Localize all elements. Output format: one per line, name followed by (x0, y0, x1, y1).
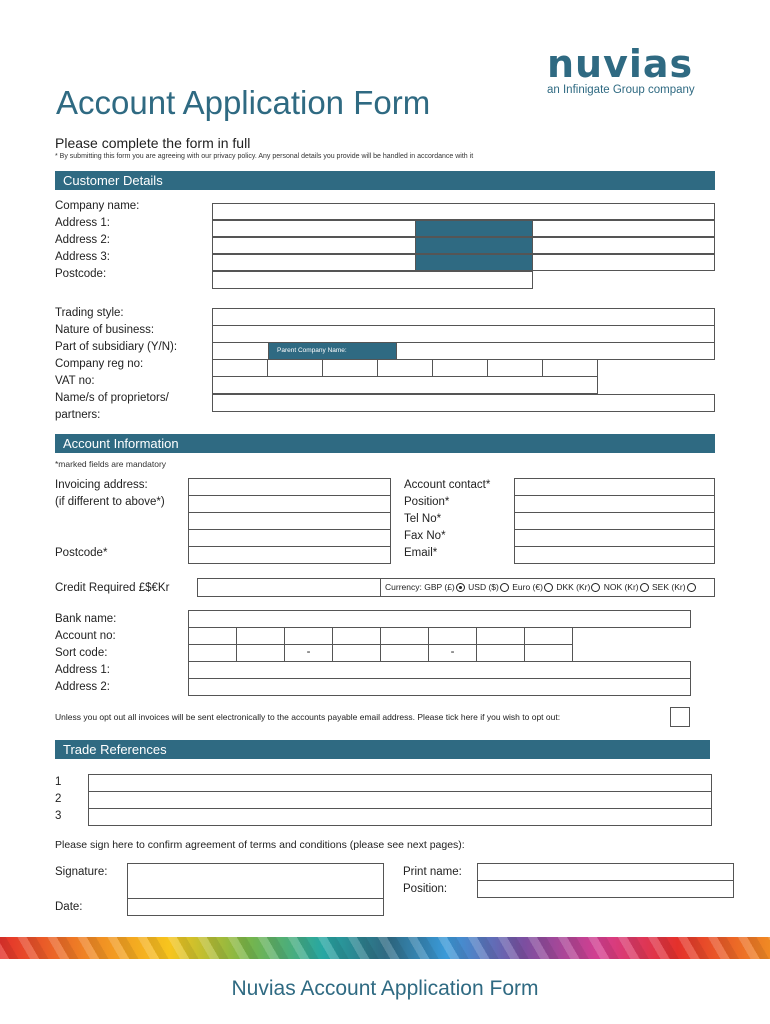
bank-address2-label: Address 2: (55, 681, 110, 693)
address2-field[interactable] (212, 237, 416, 254)
fax-label: Fax No* (404, 530, 446, 542)
reg-no-cell-4[interactable] (377, 359, 433, 377)
account-no-cell-4[interactable] (332, 627, 381, 645)
position-label: Position* (404, 496, 450, 508)
bank-name-field[interactable] (188, 610, 691, 628)
postcode-field[interactable] (212, 271, 533, 289)
vat-field[interactable] (212, 376, 598, 394)
sort-code-label: Sort code: (55, 647, 108, 659)
page-title: Account Application Form (56, 84, 431, 121)
parent-company-field[interactable] (396, 342, 715, 360)
signature-label: Signature: (55, 866, 108, 878)
account-no-label: Account no: (55, 630, 116, 642)
privacy-disclaimer: * By submitting this form you are agreeing with our privacy policy. Any personal details you provide will be handled in accordance with it (55, 153, 474, 160)
account-no-cell-5[interactable] (380, 627, 429, 645)
footer-title: Nuvias Account Application Form (231, 977, 539, 1000)
account-no-cell-3[interactable] (284, 627, 333, 645)
address1-label: Address 1: (55, 217, 110, 229)
email-label: Email* (404, 547, 438, 559)
nature-of-business-field[interactable] (212, 325, 715, 343)
trade-reference-field-1[interactable] (88, 774, 712, 792)
invoicing-address-label: Invoicing address: (55, 479, 148, 491)
radio-nok[interactable] (640, 583, 649, 592)
account-no-cell-6[interactable] (428, 627, 477, 645)
company-reg-label: Company reg no: (55, 358, 144, 370)
address1-shaded-cell (415, 220, 533, 237)
sort-code-cell-5[interactable] (476, 644, 525, 662)
if-different-label: (if different to above*) (55, 496, 165, 508)
proprietors-field[interactable] (212, 394, 715, 412)
subsidiary-label: Part of subsidiary (Y/N): (55, 341, 178, 353)
logo-tagline: an Infinigate Group company (547, 84, 695, 96)
sort-code-dash-1: - (284, 644, 333, 662)
reference-number-1: 1 (55, 776, 62, 788)
credit-required-field[interactable] (197, 578, 381, 597)
account-info-heading: Account Information (55, 434, 715, 453)
email-field[interactable] (514, 546, 715, 564)
account-no-cell-8[interactable] (524, 627, 573, 645)
currency-dkk[interactable]: DKK (Kr) (556, 582, 601, 592)
currency-usd[interactable]: USD ($) (468, 582, 510, 592)
position-field[interactable] (514, 495, 715, 513)
optout-text: Unless you opt out all invoices will be sent electronically to the accounts payable email address. Please tick here if you wish to opt out: (55, 712, 561, 722)
sign-position-label: Position: (403, 883, 448, 895)
currency-eur[interactable]: Euro (€) (512, 582, 554, 592)
sort-code-cell-1[interactable] (188, 644, 237, 662)
sign-note: Please sign here to confirm agreement of terms and conditions (please see next pages): (55, 839, 465, 851)
customer-details-heading: Customer Details (55, 171, 715, 190)
invoicing-address-field-1[interactable] (188, 478, 391, 496)
company-name-label: Company name: (55, 200, 140, 212)
address2-shaded-cell (415, 237, 533, 254)
bank-address2-field[interactable] (188, 678, 691, 696)
trade-references-heading: Trade References (55, 740, 710, 759)
sort-code-dash-2: - (428, 644, 477, 662)
vat-label: VAT no: (55, 375, 95, 387)
optout-checkbox[interactable] (670, 707, 690, 727)
reg-no-cell-7[interactable] (542, 359, 598, 377)
trade-reference-field-3[interactable] (88, 808, 712, 826)
radio-usd[interactable] (500, 583, 509, 592)
address2-extra-field[interactable] (532, 237, 715, 254)
reg-no-cell-1[interactable] (212, 359, 268, 377)
bank-name-label: Bank name: (55, 613, 117, 625)
mandatory-note: *marked fields are mandatory (55, 459, 167, 469)
invoice-postcode-label: Postcode* (55, 547, 108, 559)
address1-field[interactable] (212, 220, 416, 237)
parent-company-cell (268, 342, 397, 360)
tel-label: Tel No* (404, 513, 442, 525)
sort-code-cell-6[interactable] (524, 644, 573, 662)
currency-label: Currency: (385, 582, 422, 592)
currency-selector[interactable] (380, 578, 715, 597)
address3-label: Address 3: (55, 251, 110, 263)
sign-position-field[interactable] (477, 880, 734, 898)
account-contact-label: Account contact* (404, 479, 491, 491)
signature-field[interactable] (127, 863, 384, 899)
invoicing-address-field-3[interactable] (188, 512, 391, 530)
address3-extra-field[interactable] (532, 254, 715, 271)
reg-no-cell-6[interactable] (487, 359, 543, 377)
currency-nok[interactable]: NOK (Kr) (604, 582, 650, 592)
address3-shaded-cell (415, 254, 533, 271)
logo-wordmark: nuvias (547, 42, 694, 86)
invoice-postcode-field[interactable] (188, 546, 391, 564)
company-name-field[interactable] (212, 203, 715, 220)
nature-of-business-label: Nature of business: (55, 324, 155, 336)
sort-code-cell-2[interactable] (236, 644, 285, 662)
address2-label: Address 2: (55, 234, 110, 246)
radio-dkk[interactable] (591, 583, 600, 592)
postcode-label: Postcode: (55, 268, 107, 280)
sort-code-cell-4[interactable] (380, 644, 429, 662)
credit-required-label: Credit Required £$€Kr (55, 582, 170, 594)
proprietors-label: Name/s of proprietors/ (55, 392, 169, 404)
reference-number-3: 3 (55, 810, 62, 822)
reg-no-cell-5[interactable] (432, 359, 488, 377)
reg-no-cell-3[interactable] (322, 359, 378, 377)
date-label: Date: (55, 901, 83, 913)
print-name-field[interactable] (477, 863, 734, 881)
address1-extra-field[interactable] (532, 220, 715, 237)
account-contact-field[interactable] (514, 478, 715, 496)
parent-company-label: Parent Company Name: (277, 347, 347, 354)
address3-field[interactable] (212, 254, 416, 271)
page-subtitle: Please complete the form in full (55, 135, 251, 151)
date-field[interactable] (127, 898, 384, 916)
tel-field[interactable] (514, 512, 715, 530)
trading-style-label: Trading style: (55, 307, 124, 319)
decorative-banner (0, 937, 770, 959)
trade-reference-field-2[interactable] (88, 791, 712, 809)
trading-style-field[interactable] (212, 308, 715, 326)
reg-no-cell-2[interactable] (267, 359, 323, 377)
radio-sek[interactable] (687, 583, 696, 592)
invoicing-address-field-2[interactable] (188, 495, 391, 513)
bank-address1-field[interactable] (188, 661, 691, 679)
print-name-label: Print name: (403, 866, 462, 878)
radio-gbp[interactable] (456, 583, 465, 592)
currency-gbp[interactable]: GBP (£) (424, 582, 466, 592)
account-no-cell-2[interactable] (236, 627, 285, 645)
bank-address1-label: Address 1: (55, 664, 110, 676)
account-no-cell-7[interactable] (476, 627, 525, 645)
radio-eur[interactable] (544, 583, 553, 592)
subsidiary-field[interactable] (212, 342, 269, 360)
reference-number-2: 2 (55, 793, 62, 805)
brand-logo (547, 44, 695, 96)
account-no-cell-1[interactable] (188, 627, 237, 645)
fax-field[interactable] (514, 529, 715, 547)
partners-label: partners: (55, 409, 101, 421)
sort-code-cell-3[interactable] (332, 644, 381, 662)
currency-sek[interactable]: SEK (Kr) (652, 582, 697, 592)
invoicing-address-field-4[interactable] (188, 529, 391, 547)
